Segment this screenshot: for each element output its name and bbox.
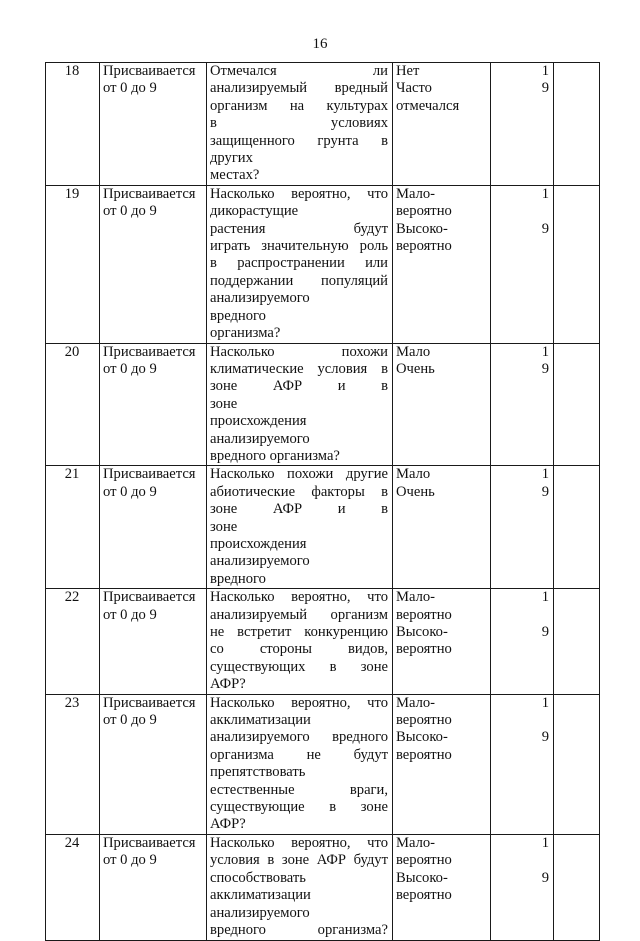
- score-range-text: Присваивается от 0 до 9: [100, 185, 207, 343]
- score-value: 1: [541, 834, 549, 851]
- empty-cell: [554, 466, 600, 589]
- page-number: 16: [312, 36, 328, 52]
- score-values: [491, 466, 554, 589]
- empty-cell: [554, 834, 600, 940]
- criterion-question: Насколько похожи климатические условия в зоне АФР и в зоне происхождения анализируемого вредного организма?: [207, 343, 393, 466]
- score-value: 9: [541, 360, 549, 377]
- score-values: [491, 694, 554, 834]
- criterion-question: Насколько вероятно, что дикорастущие растения будут играть значительную роль в распространении или поддержании популяций анализируемого вредного организма?: [207, 185, 393, 343]
- empty-cell: [554, 185, 600, 343]
- score-value: 1: [541, 589, 549, 606]
- score-value: 1: [541, 694, 549, 711]
- empty-cell: [554, 589, 600, 694]
- score-value: 9: [541, 624, 549, 640]
- answer-options: Нет Часто отмечался: [393, 63, 491, 186]
- score-range-text: Присваивается от 0 до 9: [100, 589, 207, 694]
- score-value: 9: [541, 483, 549, 500]
- criterion-number: 21: [46, 466, 100, 589]
- criteria-table: [45, 62, 600, 941]
- criterion-number: 23: [46, 694, 100, 834]
- table-row: [46, 589, 600, 694]
- answer-options: Мало- вероятно Высоко- вероятно: [393, 589, 491, 694]
- score-value: 9: [541, 729, 549, 746]
- score-value: 9: [541, 220, 549, 237]
- empty-cell: [554, 63, 600, 186]
- table-row: [46, 185, 600, 343]
- criterion-number: 22: [46, 589, 100, 694]
- score-values: [491, 589, 554, 694]
- empty-cell: [554, 694, 600, 834]
- criterion-question: Насколько вероятно, что анализируемый организм не встретит конкуренцию со стороны видов, существующих в зоне АФР?: [207, 589, 393, 694]
- criterion-question: Насколько вероятно, что условия в зоне АФР будут способствовать акклиматизации анализируемого вредного организма?: [207, 834, 393, 940]
- answer-options: Мало- вероятно Высоко- вероятно: [393, 834, 491, 940]
- score-range-text: Присваивается от 0 до 9: [100, 343, 207, 466]
- answer-options: Мало Очень: [393, 466, 491, 589]
- score-value: 1: [541, 466, 549, 483]
- criterion-number: 19: [46, 185, 100, 343]
- table-row: [46, 694, 600, 834]
- table-row: [46, 63, 600, 186]
- score-values: [491, 63, 554, 186]
- score-range-text: Присваивается от 0 до 9: [100, 63, 207, 186]
- table-row: [46, 343, 600, 466]
- answer-options: Мало- вероятно Высоко- вероятно: [393, 185, 491, 343]
- table-row: [46, 466, 600, 589]
- criterion-question: Насколько вероятно, что акклиматизации анализируемого вредного организма не будут препятствовать естественные враги, существующие в зоне АФР?: [207, 694, 393, 834]
- criterion-number: 20: [46, 343, 100, 466]
- empty-cell: [554, 343, 600, 466]
- score-values: [491, 834, 554, 940]
- criterion-question: Насколько похожи другие абиотические факторы в зоне АФР и в зоне происхождения анализируемого вредного: [207, 466, 393, 589]
- score-range-text: Присваивается от 0 до 9: [100, 466, 207, 589]
- criterion-number: 24: [46, 834, 100, 940]
- score-range-text: Присваивается от 0 до 9: [100, 694, 207, 834]
- score-value: 1: [541, 63, 549, 79]
- answer-options: Мало- вероятно Высоко- вероятно: [393, 694, 491, 834]
- criterion-number: 18: [46, 63, 100, 186]
- answer-options: Мало Очень: [393, 343, 491, 466]
- table-row: [46, 834, 600, 940]
- score-value: 1: [541, 185, 549, 202]
- criterion-question: Отмечался ли анализируемый вредный организм на культурах в условиях защищенного грунта в других местах?: [207, 63, 393, 186]
- score-range-text: Присваивается от 0 до 9: [100, 834, 207, 940]
- score-value: 1: [541, 343, 549, 360]
- score-value: 9: [541, 869, 549, 886]
- score-values: [491, 343, 554, 466]
- score-value: 9: [541, 80, 549, 97]
- score-values: [491, 185, 554, 343]
